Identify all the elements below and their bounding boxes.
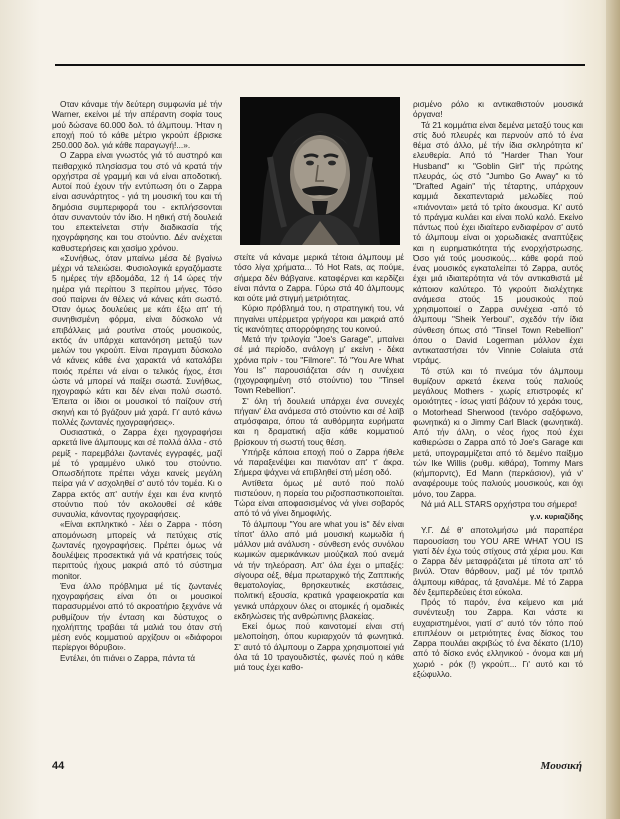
article-paragraph: Κύριο πρόβλημά του, η στρατηγική του, νά πηγαίνει υπέρμετρα γρήγορα και μακριά από τίς ικανότητες απορρόφησης του κοινού.	[234, 303, 404, 334]
article-column-3	[413, 99, 583, 747]
frank-zappa-portrait-photo	[240, 97, 400, 245]
author-signature: γ.ν. κυριαζίδης	[529, 512, 583, 521]
article-paragraph: Νά μιά ALL STARS ορχήστρα του σήμερα!	[421, 498, 578, 509]
portrait-image	[240, 97, 400, 245]
section-name: Μουσική	[540, 760, 582, 772]
page-number: 44	[52, 760, 65, 772]
article-paragraph: στείτε νά κάναμε μερικά τέτοια άλμπουμ μέ τόσο λίγα χρήματα... Τό Hot Rats, ας πούμε, σήμερα δέν θάβγαινε. καταφέρνει και κερδίζει είναι πάντα ο Zappa. Γύρω στά 40 άλμπουμς και ούτε μιά στιγμή μετριότητας.	[234, 252, 404, 303]
article-paragraph: Τό άλμπουμ "You are what you is" δέν είναι τίποτ' άλλο από μιά μουσική κωμωδία ή μάλλον μιά ανάλυση - σύνθεση ενός συνόλου κωμικών αμερικάνικων μιούζικαλ πού ανεμά νά τήν τηλεόραση. Απ' όλα έχει ο μπαξές: σίγουρα οέξ, θέμα πρωταρχικό τής Ζαππικής θεματολογίας, θρησκευτικές εκστάσεις, πολιτική εξουσία, κρατικά γραφειοκρατία και γενικά υπάρχουν όλες οι ατομικές ή ομαδικές εκδηλώσεις τής ανθρώπινης βλακείας.	[234, 518, 404, 621]
article-paragraph: Υ.Γ. Δέ θ' αποτολμήσω μιά παραπέρα παρουσίαση του YOU ARE WHAT YOU IS γιατί δέν έχω τούς στίχους στά χέρια μου. Και ο Zappa δέν μεταφράζεται μέ τίποτα απ' τό βινύλ. Όταν θάρθουν, μαζί μέ τόν τριπλό άλμπουμ κιθάρας, τά ξαναλέμε. Μέ τό Zappa δέν ξεμπερδεύεις έτσι εύκολα.	[413, 525, 583, 597]
article-paragraph: Τά 21 κομμάτια είναι δεμένα μεταξύ τους και στίς δυό πλευρές και περνούν από τό ένα θέμα στό άλλο, μέ τήν ίδια σκληρότητα κι' ελευθερία. Από τό "Harder Than Your Husband" κι "Goblin Girl" τής πρώτης πλευράς, ώς στό "Jumbo Go Away" κι τό "Drafted Again" τής τέταρτης, υπάρχουν καμμιά δεκαπενταριά μελωδίες πού «πιάνονται» μετά τό τρίτο άκουσμα. Κι' αυτό τό πράγμα κυλάει και είναι πολύ καλό. Εκείνο πάντως πού έχει ιδιαίτερο ενδιαφέρον σ' αυτό τό άλμπουμ είναι οι χορωδιακές αναπτύξεις και η ευρηματικότητα τής ενορχήστρωσης. Όσο γιά τούς μουσικούς... κάθε φορά πού ένας μουσικός εγκαταλείπει τό Zappa, αυτός έχει μιά ιδιαιτερότητα νά τόν αντικαθιστά μέ κάποιον καλύτερο. Τό γκρούπ διαλέχτηκε ανάμεσα στούς 15 μουσικούς πού χρησιμοποιεί ο Zappa συνέχεια -από τό άλμπουμ "Sheik Yerboui", σχεδόν τήν ίδια σύνθεση όπως στό "Tinsel Town Rebellion" όπου ο David Logerman μάλλον έχει αντικαταστήσει τόν Vinnie Colaiuta στά ντράμς.	[413, 119, 583, 366]
article-paragraph: «Είναι εκπληκτικό - λέει ο Zappa - πόση απομόνωση μπορείς νά πετύχεις στίς ζωντανές ηχογραφήσεις. Πρέπει όμως νά δουλέψεις προσεκτικά γιά νά κρατήσεις τούς περιττούς ήχους μακριά από τό σύστημα monitor.	[52, 519, 222, 581]
article-paragraph: Σ' όλη τή δουλειά υπάρχει ένα συνεχές πήγαιν' έλα ανάμεσα στό στούντιο και σέ λαϊβ ατμόσφαιρα, όπου τά αυθόρμητα ευρήματα και η δραματική αξία κάθε κομματιού βρίσκουν τή σωστή τους θέση.	[234, 395, 404, 447]
article-paragraph: Πρός τό παρόν, ένα κείμενο και μιά συνέντευξη του Zappa. Και νάστε κι ευχαριστημένοι, γιατί σ' αυτό τόν τόπο πού επιπλέουν οι μετριότητες ένας δίσκος του Zappa πουλάει ακριβώς τό ένα δέκατο (1/10) από τό δίσκο ενός ελληνικού - όνομα και μή χωριό - ρόκ (!) γκρούπ... Γι' αυτό και τό εξώφυλλο.	[413, 597, 583, 679]
article-paragraph: Εντέλει, ότι πιάνει ο Zappa, πάντα τά	[60, 652, 196, 663]
article-paragraph: Μετά τήν τριλογία "Joe's Garage", μπαίνει σέ μιά περίοδο, ανάλογη μ' εκείνη - δέκα χρόνια πρίν - του "Filmore". Τό "You Are What You Is" παρουσιάζεται σάν η συνέχεια (ηχογραφημένη στό στούντιο) του "Tinsel Town Rebellion".	[234, 334, 404, 396]
article-paragraph: Υπήρξε κάποια εποχή πού ο Zappa ήθελε νά παραξενέψει και πιανόταν απ' τ' άκρα. Σήμερα ψάχνει νά επιβληθεί στή μέση οδό.	[234, 446, 404, 478]
article-column-2	[234, 252, 404, 748]
article-paragraph: Τό στύλ και τό πνεύμα τόν άλμπουμ θυμίζουν αρκετά έκεινα τούς παλιούς μεγάλους Mothers - χωρίς επιστροφές κι' ομοιότητες - ίσως γιατί βάζουν τό χεράκι τους, ο Motorhead Sherwood (τενόρο σαξόφωνο, φωνητικά) κι ο Jimmy Carl Black (φωνητικά). Από τήν άλλη, ο νέος ήχος πού έχει καθιερώσει ο Zappa από τό Joe's Garage και μετά, υπογραμμίζεται από τό δεμένο παίξιμο τών Ike Willis (ρυθμ. κιθάρα), Tommy Mars (κήμπορντς), Ed Mann (περκάσιον), γιά ν' αναφέρουμε τούς παλιούς μουσικούς, και όχι μόνο, του Zappa.	[413, 365, 583, 499]
article-column-3-postscript	[413, 525, 583, 679]
article-paragraph: Ουσιαστικά, ο Zappa έχει ηχογραφήσει αρκετά live άλμπουμς και σέ πολλά άλλα - στό ρεμίξ - παρεμβάλει ζωντανές εγγραφές, μαζί μέ τό γραμμένο υλικό του στούντιο. Οπωσδήποτε πρέπει νάχει κανείς μεγάλη πείρα γιά ν' ασχοληθεί σ' αυτό τόν τομέα. Κι ο Zappa εκτός απ' αυτήν έχει και ένα κινητό στούντιο πού τόν ακολουθεί σέ κάθε συναυλία, κάνοντας ηχογραφήσεις.	[52, 427, 222, 519]
binding-spine	[606, 0, 620, 819]
article-paragraph: Αντίθετα όμως μέ αυτό πού πολύ πιστεύουν, η πορεία του ριζοσπαστικοποιείται. Τώρα είναι αποφασισμένος νά γίνει σοβαρός από τό νά γίνει δημοφιλής.	[234, 477, 404, 519]
article-paragraph: Ο Zappa είναι γνωστός γιά τό αυστηρό και πειθαρχικό πλησίασμα του στό νά κρατά τήν ορχήστρα σέ γραμμή και νά είναι αποδοτική. Αυτοί πού έχουν τήν εντύπωση ότι ο Zappa είναι ασυνάρτητος - γιά τη μουσική του και τή δημόσια συμπεριφορά του - εκπλήσσονται όταν συναντούν τόν ίδιο. Η ηθική στή δουλειά του επεκτείνεται στήν διαδικασία τής ηχογράφησης και του στούντιο. Δέν ανέχεται καθυστερήσεις και χασίμο χρόνου.	[52, 150, 222, 253]
article-paragraph: «Συνήθως, όταν μπαίνω μέσα δέ βγαίνω μέχρι νά τελειώσει. Φυσιολογικά εργαζόμαστε 5 ημέρες τήν εβδομάδα, 12 ή 14 ώρες τήν ημέρα γιά περίπου 3 περίπου μήνες. Τόσο σού παίρνει άν θέλεις νά κάνεις κάτι σωστό. Όταν όμως δουλεύεις με κάτι έξω απ' τή συνηθισμένη φόρμα, είναι δύσκολο νά επιβάλλεις μιά ρουτίνα στούς μουσικούς, εκτός άν υπάρχει κατανόηση μεταξύ των μελών του γκρούπ. Είναι πραγματι δύσκολο νά κάνεις κάθε ένα χαρακτά νά καταλάβει ποιός πρέπει νά είναι ο τελικός ήχος, έτσι ώστε νά μπορεί νά παίξει σωστά. Συνήθως, ηχογραφώ κάτι και δέν είναι πολύ σωστό. Έπειτα οι ίδιοι οι μουσικοί τό παίζουν στή σκηνή και τό βγάζουν μιά χαρά. Γι' αυτό κάνω πολλές ζωντανές ηχογραφήσεις».	[52, 252, 222, 427]
header-rule	[55, 64, 585, 66]
article-column-3-main	[413, 99, 583, 509]
article-paragraph: Ένα άλλο πρόβλημα μέ τίς ζωντανές ηχογραφήσεις είναι ότι οι μουσικοί παρασυρμένοι από τό ακροατήριο ξεχνάνε νά ρυθμίζουν τήν ένταση και δύστυχος ο ηχολήπτης τραβάει τά μαλιά του όταν στή μέση ενός κομματιού αρχίζουν οι «διάφοροι περίεργοι θόρυβοι».	[52, 580, 222, 653]
article-paragraph: ρισμένο ρόλο κι αντικαθιστούν μουσικά όργανα!	[413, 99, 583, 120]
article-paragraph: Οταν κάναμε τήν δεύτερη συμφωνία μέ τήν Warner, εκείνοι μέ τήν απέραντη σοφία τους μού δώσανε 60.000 δολ. τό άλμπουμ. Ήταν η εποχή πού τό κάθε μέτριο γκρούπ έβρισκε 250.000 δολ. γιά κάθε παραγωγή!...».	[52, 99, 222, 150]
article-paragraph: Εκεί όμως πού καινοτομεί είναι στή μελοποίηση, όπου κυριαρχούν τά φωνητικά. Σ' αυτό τό άλμπουμ ο Zappa χρησιμοποιεί γιά όλα τά 10 τραγουδιστές, φωνές πού η κάθε μιά τους έχει καθο-	[234, 621, 404, 672]
article-column-1	[52, 99, 222, 747]
